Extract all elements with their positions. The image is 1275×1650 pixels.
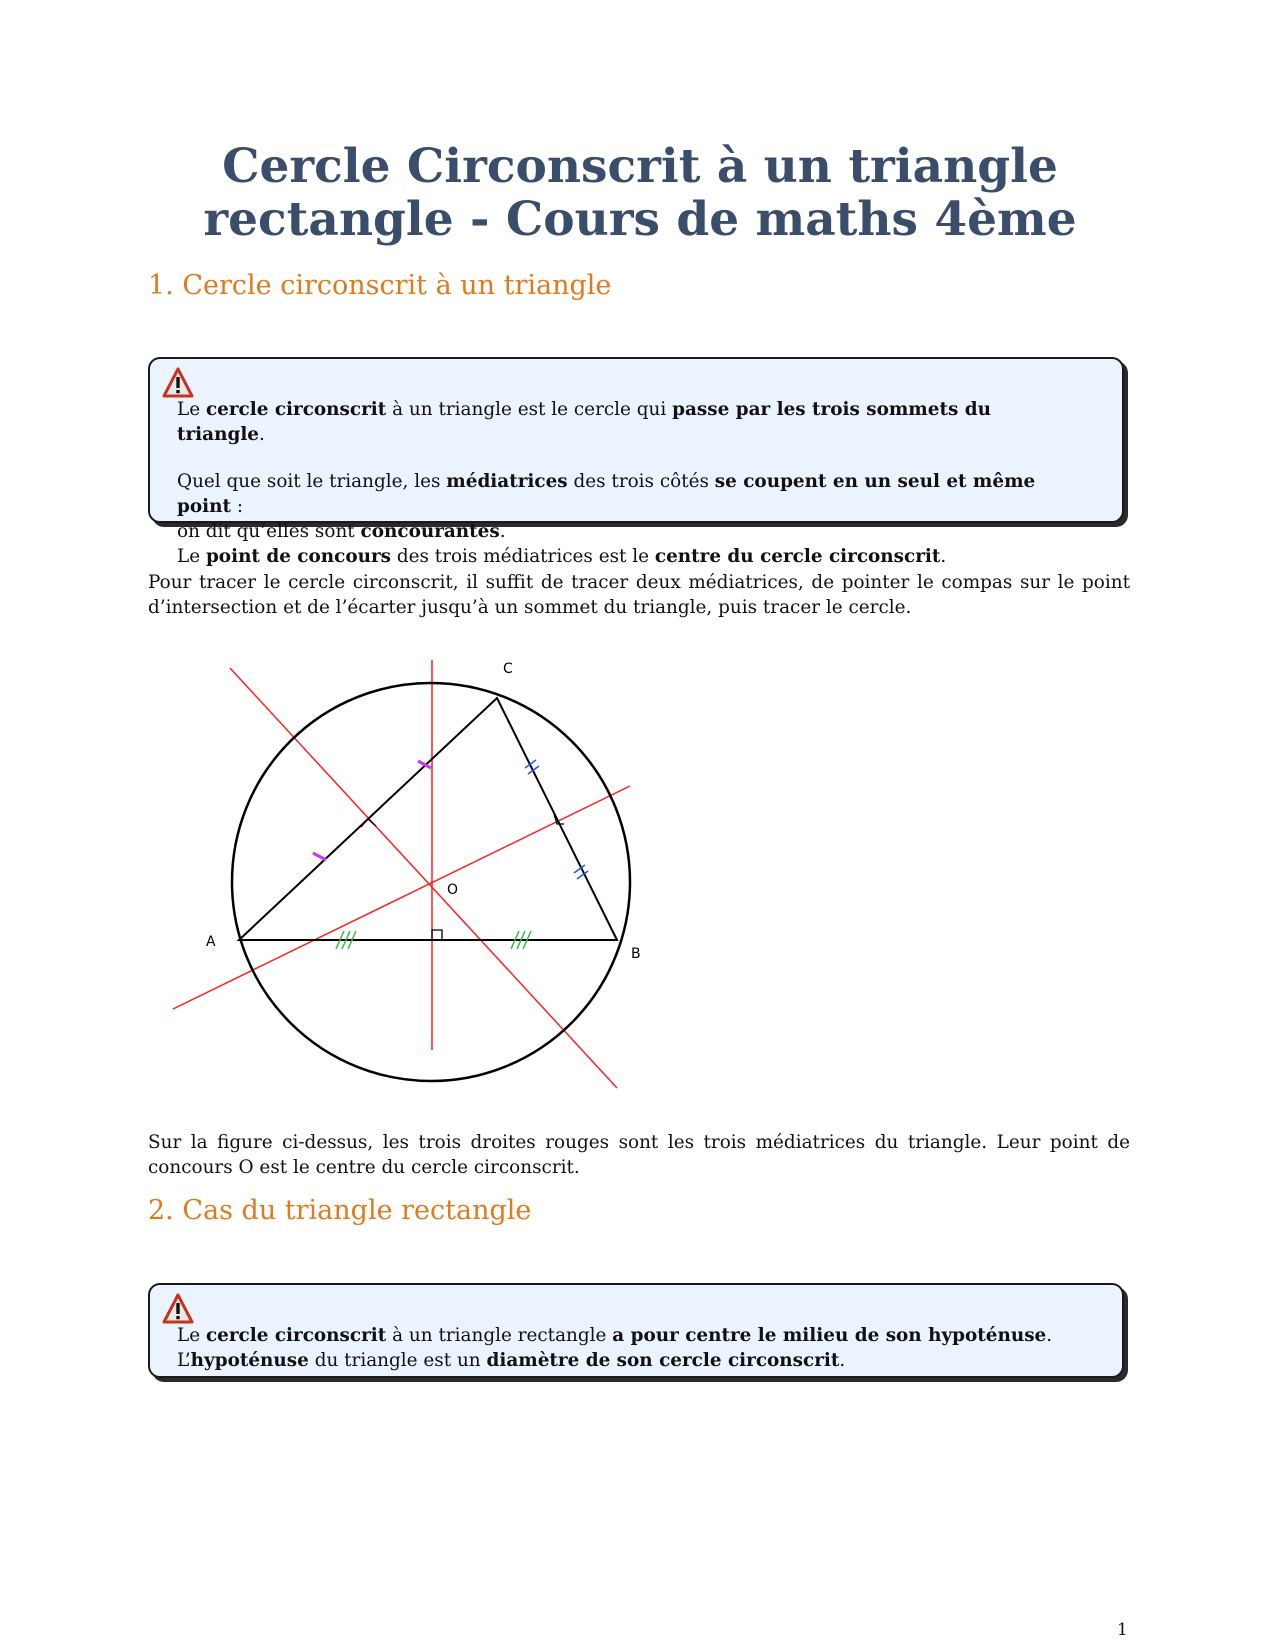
section-1-heading: 1. Cercle circonscrit à un triangle — [148, 270, 612, 301]
triangle-abc — [239, 698, 617, 940]
section-2-heading: 2. Cas du triangle rectangle — [148, 1195, 532, 1226]
box1-paragraph-2: Quel que soit le triangle, les médiatrices des trois côtés se coupent en un seul et même point : — [177, 471, 1036, 517]
page-title — [120, 140, 1160, 246]
definition-box-2 — [148, 1283, 1124, 1378]
vertex-label-c: C — [503, 661, 513, 677]
right-angle-mark-ab — [432, 930, 442, 940]
box2-paragraph-2: L’hypoténuse du triangle est un diamètre de son cercle circonscrit. — [177, 1350, 846, 1371]
definition-box-1 — [148, 357, 1124, 567]
figure-caption: Sur la figure ci-dessus, les trois droites rouges sont les trois médiatrices du triangle. Leur point de concours O est le centre du cercle circonscrit. — [148, 1132, 1130, 1178]
page-number: 1 — [1117, 1620, 1128, 1640]
box2-paragraph-1: Le cercle circonscrit à un triangle rectangle a pour centre le milieu de son hypoténuse. — [177, 1325, 1053, 1346]
vertex-label-b: B — [631, 946, 641, 962]
vertex-label-a: A — [206, 934, 216, 950]
title-line-2: rectangle - Cours de maths 4ème — [203, 192, 1077, 247]
box1-paragraph-4: Le point de concours des trois médiatrices est le centre du cercle circonscrit. — [177, 546, 947, 567]
warning-icon — [162, 1293, 194, 1325]
center-label-o: O — [447, 882, 459, 898]
circumcircle — [232, 683, 630, 1081]
title-line-1: Cercle Circonscrit à un triangle — [222, 139, 1058, 194]
box1-paragraph-1: Le cercle circonscrit à un triangle est le cercle qui passe par les trois sommets du triangle. — [177, 399, 991, 445]
warning-icon — [162, 367, 194, 399]
box1-paragraph-3: on dit qu’elles sont concourantes. — [177, 521, 506, 542]
intro-paragraph: Pour tracer le cercle circonscrit, il suffit de tracer deux médiatrices, de pointer le compas sur le point d’intersection et de l’écarter jusqu’à un sommet du triangle, puis tracer le cercle. — [148, 572, 1130, 618]
circumcircle-figure — [170, 660, 650, 1120]
